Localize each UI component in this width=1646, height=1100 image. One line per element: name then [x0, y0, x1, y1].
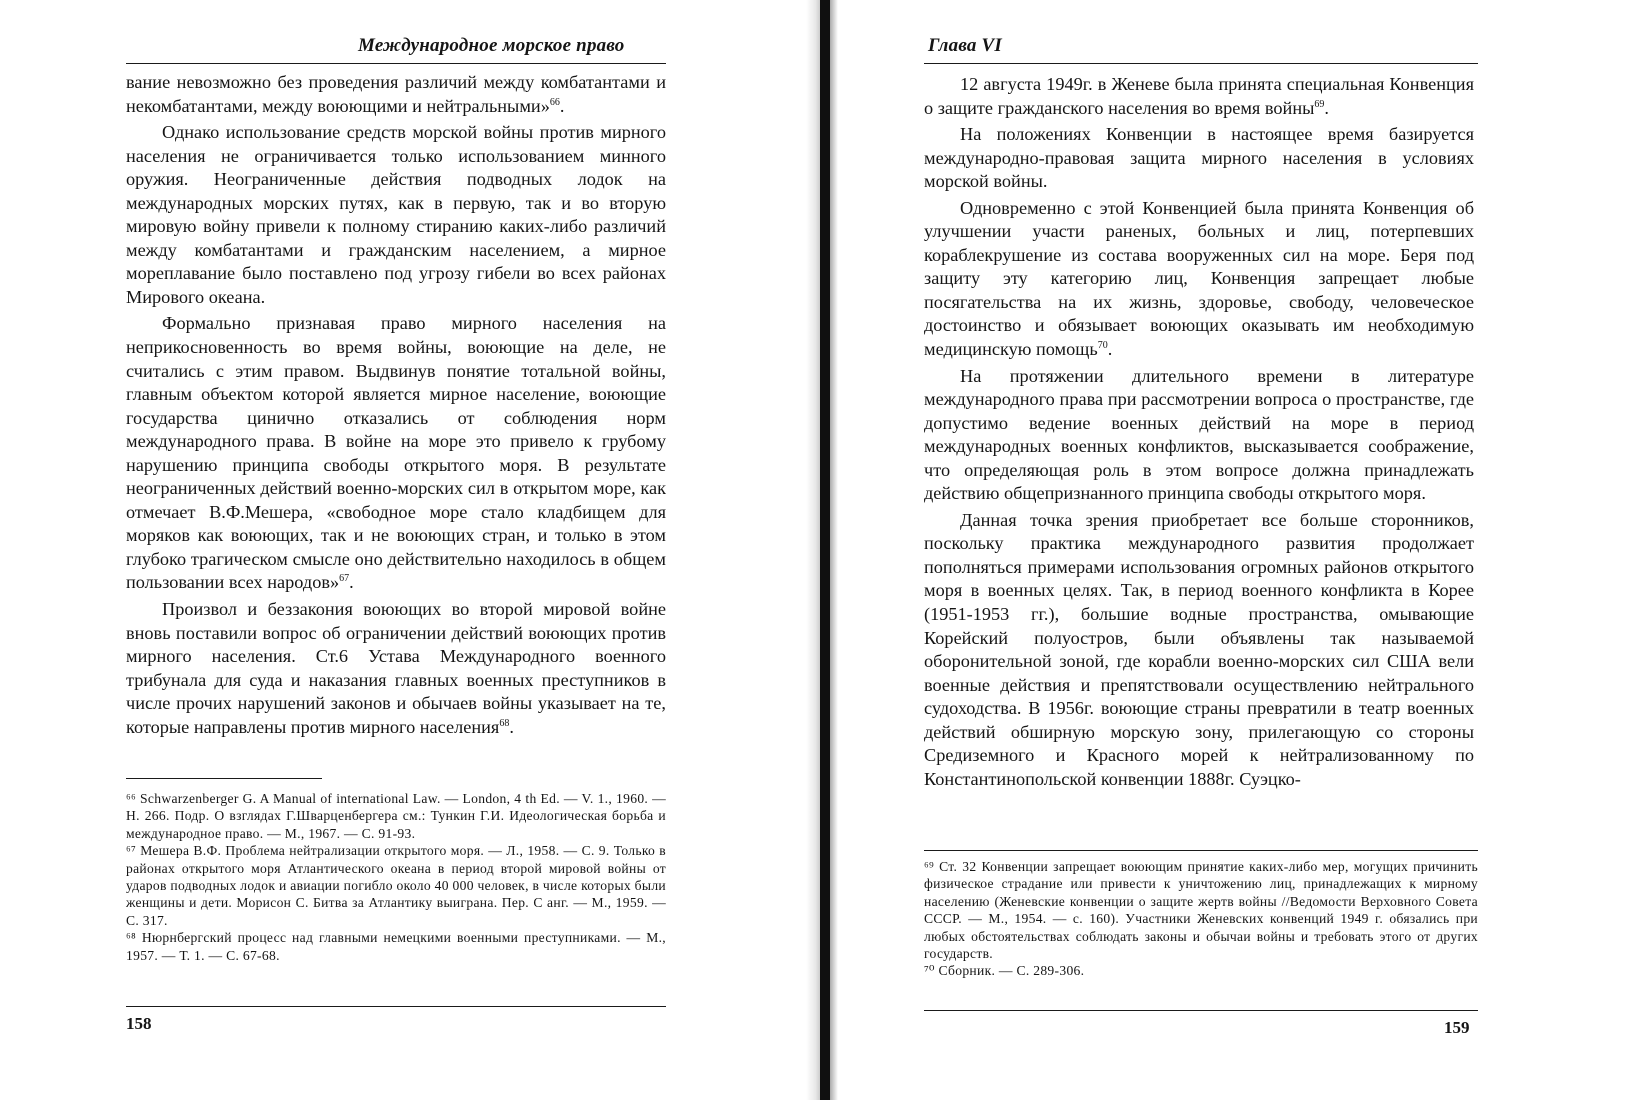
footnote: ⁷⁰ Сборник. — С. 289-306. — [924, 963, 1085, 979]
paragraph: вание невозможно без проведения различий между комбатантами и некомбатантами, между воюющими и нейтральными»$^{66}$. — [126, 72, 666, 116]
paragraph: Данная точка зрения приобретает все больше сторонников, поскольку практика международного развития продолжает пополняться примерами использования огромных районов открытого моря в военных целях. Так, в период военного конфликта в Корее (1951-1953 гг.), большие водные пространства, омывающие Корейский полуостров, были объявлены так называемой оборонительной зоной, где корабли военно-морских сил США вели военные действия и препятствовали осуществлению нейтрального судоходства. В 1956г. воюющие страны превратили в театр военных действий обширную морскую зону, прилегающую со стороны Средиземного и Красного морей к нейтрализованному по Константинопольской конвенции 1888г. Суэцко- — [924, 509, 1474, 789]
footnotes-right — [924, 858, 1478, 980]
book-spine — [806, 0, 838, 1100]
bottom-rule-right — [924, 1010, 1478, 1011]
right-body-text — [924, 73, 1474, 791]
footnote: ⁶⁷ Мешера В.Ф. Проблема нейтрализации открытого моря. — Л., 1958. — С. 9. Только в районах открытого моря Атлантического океана в период второй мировой войны от ударов подводных лодок и авиации погибло около 40 000 человек, в числе которых были женщины и дети. Морисон С. Битва за Атлантику выиграна. Пер. С анг. — М., 1959. — С. 317. — [126, 843, 666, 928]
footnote-ref: 68 — [499, 717, 510, 729]
page-number: 159 — [1444, 1018, 1470, 1037]
paragraph: Однако использование средств морской войны против мирного населения не ограничивается только использованием минного оружия. Неограниченные действия подводных лодок на международных морских путях, как в первую, так и во вторую мировую войну привели к полному стиранию каких-либо различий между комбатантами и гражданским населением, а мирное мореплавание было поставлено под угрозу гибели во всех районах Мирового океана. — [126, 122, 666, 307]
header-rule-left — [126, 63, 666, 64]
left-page — [0, 0, 800, 1100]
right-page — [836, 0, 1646, 1100]
spine-line — [820, 0, 830, 1100]
paragraph: 12 августа 1949г. в Женеве была принята специальная Конвенция о защите гражданского населения во время войны$^{69}$. — [924, 74, 1474, 118]
footnote: ⁶⁹ Ст. 32 Конвенции запрещает воюющим принятие каких-либо мер, могущих причинить физическое страдание или привести к уничтожению лиц, принадлежащих к мирному населению (Женевские конвенции о защите жертв войны //Ведомости Верховного Совета СССР. — М., 1954. — с. 160). Участники Женевских конвенций 1949 г. обязались при любых обстоятельствах соблюдать законы и обычаи войны и требовать этого от других государств. — [924, 859, 1478, 962]
paragraph: Формально признавая право мирного населения на неприкосновенность во время войны, воюющие на деле, не считались с этим правом. Выдвинув понятие тотальной войны, главным объектом которой является мирное население, воюющие государства цинично отказались от соблюдения норм международного права. В войне на море это привело к грубому нарушению принципа свободы открытого моря. В результате неограниченных действий военно-морских сил в открытом море, как отмечает В.Ф.Мешера, «свободное море стало кладбищем для моряков как воюющих, так и не воюющих стран, и только в этом глубоко трагическом смысле оно действительно находилось в общем пользовании всех народов»$^{67}$. — [126, 313, 666, 593]
running-head-left: Международное морское право — [358, 35, 625, 56]
paragraph: На положениях Конвенции в настоящее время базируется международно-правовая защита мирного населения в условиях морской войны. — [924, 124, 1474, 192]
footnotes-left — [126, 790, 666, 964]
bottom-rule-left — [126, 1006, 666, 1007]
footnote-separator — [924, 850, 1478, 851]
paragraph: Произвол и беззакония воюющих во второй мировой войне вновь поставили вопрос об ограничении действий воюющих против мирного населения. Ст.6 Устава Международного военного трибунала для суда и наказания главных военных преступников в числе прочих нарушений законов и обычаев войны указывает на те, которые направлены против мирного населения$^{68}$. — [126, 599, 666, 737]
footnote-ref: 67 — [339, 573, 350, 585]
footnote: ⁶⁸ Нюрнбергский процесс над главными немецкими военными преступниками. — М., 1957. — Т. 1. — С. 67-68. — [126, 930, 666, 963]
footnote-ref: 69 — [1314, 98, 1325, 110]
footnote-separator — [126, 778, 322, 779]
paragraph: Одновременно с этой Конвенцией была принята Конвенция об улучшении участи раненых, больных и лиц, потерпевших кораблекрушение из состава вооруженных сил на море. Беря под защиту эту категорию лиц, Конвенция запрещает любые посягательства на их жизнь, здоровье, свободу, человеческое достоинство и обязывает воюющих оказывать им необходимую медицинскую помощь$^{70}$. — [924, 197, 1474, 360]
running-head-right: Глава VI — [928, 35, 1002, 56]
paragraph: На протяжении длительного времени в литературе международного права при рассмотрении вопроса о пространстве, где допустимо ведение военных действий на море в период международных военных конфликтов, высказывается соображение, что определяющая роль в этом вопросе должна принадлежать действию общепризнанного принципа свободы открытого моря. — [924, 365, 1474, 504]
left-body-text — [126, 71, 666, 739]
header-rule-right — [924, 63, 1478, 64]
footnote-ref: 70 — [1097, 339, 1108, 351]
footnote: ⁶⁶ Schwarzenberger G. A Manual of international Law. — London, 4 th Ed. — V. 1., 1960. — Н. 266. Подр. О взглядах Г.Шварценбергера см.: Тункин Г.И. Идеологическая борьба и международное право. — М., 1967. — С. 91-93. — [126, 791, 666, 841]
footnote-ref: 66 — [549, 96, 560, 108]
page-number: 158 — [126, 1014, 152, 1033]
